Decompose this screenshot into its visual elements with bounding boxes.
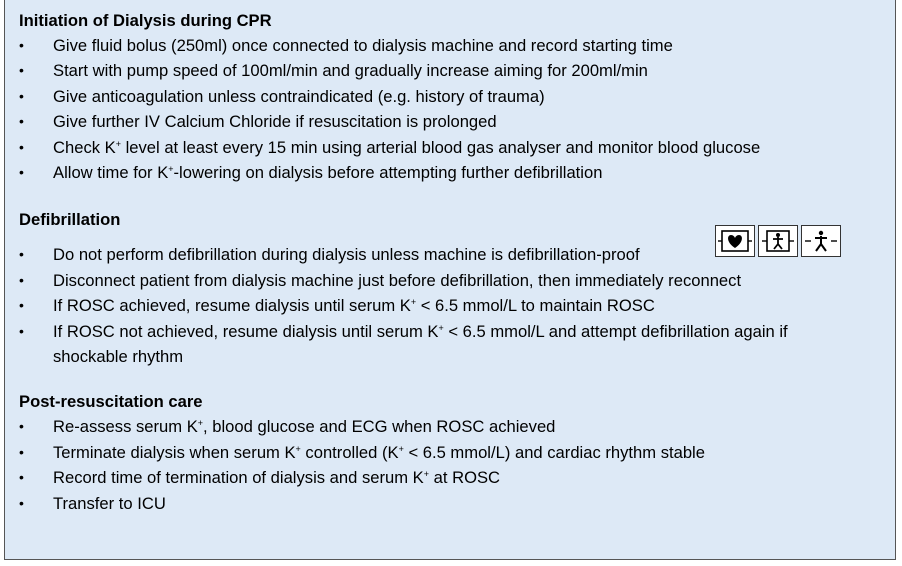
item-text: Give further IV Calcium Chloride if resuscitation is prolonged	[53, 112, 497, 132]
bullet: •	[19, 113, 24, 130]
bullet: •	[19, 87, 24, 104]
defibrillation-proof-body-box-icon	[758, 225, 798, 257]
post-resuscitation-list	[19, 414, 881, 516]
superscript-plus: +	[438, 322, 444, 333]
item-text: -lowering on dialysis before attempting further defibrillation	[173, 163, 603, 183]
bullet: •	[19, 37, 24, 53]
list-item	[19, 242, 881, 267]
section-initiation	[19, 8, 881, 185]
superscript-plus: +	[168, 164, 174, 175]
bullet: •	[19, 494, 24, 511]
list-item	[19, 135, 881, 160]
superscript-plus: +	[295, 443, 301, 454]
item-text: < 6.5 mmol/L to maintain ROSC	[416, 296, 655, 316]
list-item	[19, 268, 881, 293]
item-text: at ROSC	[429, 468, 501, 488]
superscript-plus: +	[410, 297, 417, 308]
bullet: •	[19, 246, 24, 263]
section-defibrillation	[19, 207, 881, 369]
item-text: If ROSC achieved, resume dialysis until serum K	[53, 296, 411, 316]
item-text: Start with pump speed of 100ml/min and gradually increase aiming for 200ml/min	[53, 61, 648, 81]
list-item	[19, 465, 881, 490]
bullet: •	[19, 322, 24, 339]
bullet: •	[19, 469, 24, 486]
bullet: •	[19, 418, 24, 435]
item-text: Give fluid bolus (250ml) once connected to dialysis machine and record starting time	[53, 36, 673, 55]
defibrillation-list	[19, 242, 881, 369]
superscript-plus: +	[398, 443, 404, 454]
list-item	[19, 293, 881, 318]
superscript-plus: +	[423, 469, 430, 480]
cpr-dialysis-panel	[4, 0, 896, 560]
item-text: Disconnect patient from dialysis machine just before defibrillation, then immediately reconnect	[53, 270, 742, 290]
superscript-plus: +	[197, 418, 204, 429]
item-text: Transfer to ICU	[53, 493, 166, 513]
item-text: If ROSC not achieved, resume dialysis until serum K	[53, 321, 439, 341]
item-text: Re-assess serum K	[53, 417, 198, 437]
bullet: •	[19, 271, 24, 288]
section-title: Defibrillation	[19, 210, 121, 230]
item-text: Terminate dialysis when serum K	[53, 442, 296, 462]
list-item	[19, 319, 881, 370]
bullet: •	[19, 138, 24, 155]
item-text: level at least every 15 min using arterial blood gas analyser and monitor blood glucose	[120, 137, 761, 157]
defib-proof-icons	[715, 225, 841, 257]
section-post-resuscitation	[19, 389, 881, 516]
section-title: Post-resuscitation care	[19, 392, 203, 412]
item-text: Check K	[53, 137, 116, 157]
bullet: •	[19, 297, 24, 314]
list-item	[19, 84, 881, 109]
list-item	[19, 33, 881, 58]
item-text: Do not perform defibrillation during dialysis unless machine is defibrillation-proof	[53, 245, 640, 265]
initiation-list	[19, 33, 881, 185]
list-item	[19, 440, 881, 465]
list-item	[19, 58, 881, 83]
list-item	[19, 414, 881, 439]
defibrillation-proof-body-icon	[801, 225, 841, 257]
item-text: < 6.5 mmol/L and attempt defibrillation again if shockable rhythm	[53, 321, 788, 367]
item-text: Record time of termination of dialysis and serum K	[53, 468, 424, 488]
defibrillation-proof-heart-icon	[715, 225, 755, 257]
bullet: •	[19, 443, 24, 460]
list-item	[19, 109, 881, 134]
list-item	[19, 491, 881, 516]
bullet: •	[19, 164, 24, 181]
list-item	[19, 160, 881, 185]
section-title: Initiation of Dialysis during CPR	[19, 11, 272, 30]
superscript-plus: +	[115, 138, 121, 149]
item-text: Allow time for K	[53, 163, 169, 183]
item-text: Give anticoagulation unless contraindicated (e.g. history of trauma)	[53, 86, 545, 106]
item-text: < 6.5 mmol/L) and cardiac rhythm stable	[403, 442, 705, 462]
item-text: controlled (K	[300, 442, 399, 462]
bullet: •	[19, 62, 24, 79]
item-text: , blood glucose and ECG when ROSC achieved	[203, 417, 556, 437]
